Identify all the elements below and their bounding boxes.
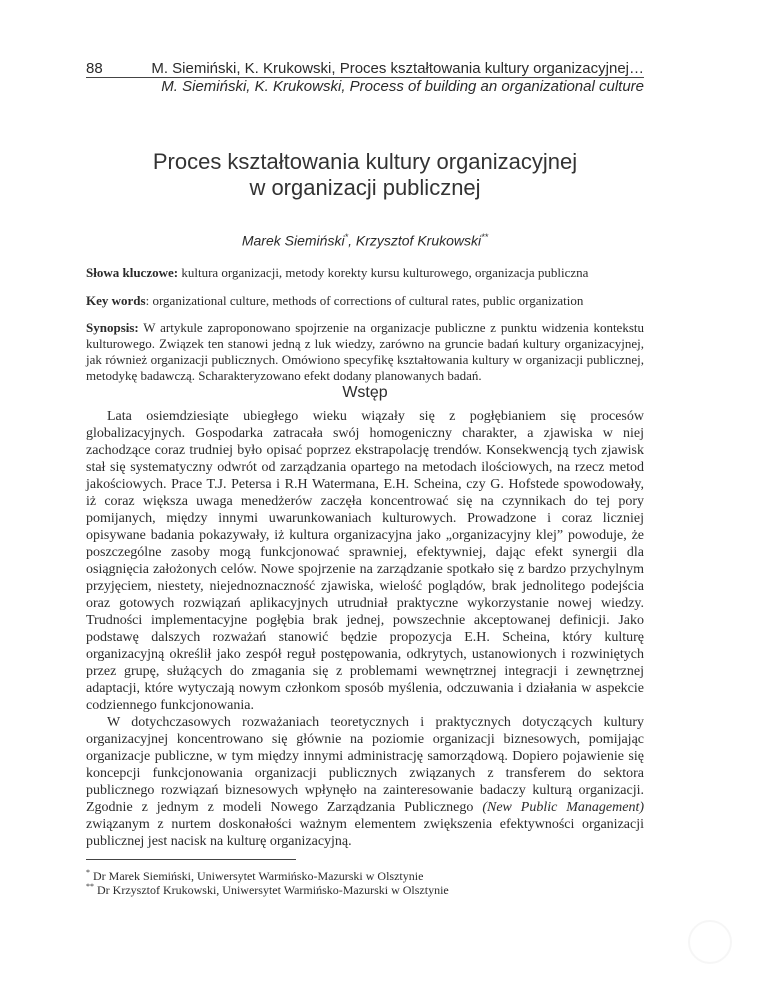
section-heading: Wstęp (342, 384, 388, 401)
paragraph-2-italic: (New Public Management) (482, 800, 644, 815)
keywords-en-label: Key words (86, 293, 146, 308)
footnote-1-mark: * (86, 868, 90, 877)
footnote-rule (86, 859, 296, 860)
paragraph-2-start: W dotychczasowych rozważaniach teoretycznych i praktycznych dotyczących kultury organizacyjnej koncentrowano się głównie na poziomie organizacji biznesowych, pomijając organizacje publiczne, w tym między innymi administrację samorządową. Dopiero pojawienie się koncepcji funkcjonowania organizacji publicznych związanych z transferem do sektora publicznego rozwiązań biznesowych wpłynęło na zainteresowanie badaczy kulturą organizacji. Zgodnie z jednym z modeli Nowego Zarządzania Publicznego (86, 715, 644, 815)
synopsis-label: Synopsis: (86, 320, 139, 335)
keywords-en (86, 293, 644, 309)
paragraph-1: Lata osiemdziesiąte ubiegłego wieku wiązały się z pogłębianiem się procesów globalizacyjnych. Gospodarka zatracała swój homogeniczny charakter, a zjawiska w niej zachodzące coraz trudniej było opisać poprzez ekstrapolację trendów. Konsekwencją tych zjawisk stał się systematyczny odwrót od zarządzania opartego na metodach ilościowych, na rzecz metod jakościowych. Prace T.J. Petersa i R.H Watermana, E.H. Scheina, czy G. Hofstede spowodowały, iż coraz większa uwaga menedżerów zaczęła koncentrować się na czynnikach do tej pory pomijanych, między innymi uwarunkowaniach kulturowych. Prowadzone i coraz liczniej opisywane badania pokazywały, iż kultura organizacyjna jako „organizacyjny klej” powoduje, że poszczególne zasoby mogą funkcjonować sprawniej, efektywniej, dając efekt synergii dla osiągnięcia założonych celów. Nowe spojrzenie na zarządzanie spotkało się z bardzo przychylnym przyjęciem, niestety, niejednoznaczność zjawiska, wielość poglądów, brak jednolitego podejścia oraz gotowych rozwiązań aplikacyjnych utrudniał praktyczne wykorzystanie nowej wiedzy. Trudności implementacyjne pogłębia brak jednej, powszechnie akceptowanej definicji. Jako podstawę dalszych rozważań stanowić będzie propozycja E.H. Scheina, który kulturę organizacyjną określił jako zespół reguł postępowania, odkrytych, ustanowionych i rozwiniętych przez grupę, służących do zmagania się z problemami wewnętrznej integracji i zewnętrznej adaptacji, które wytyczają nowym członkom sposób myślenia, odczuwania i działania w aspekcie codziennego funkcjonowania. (86, 409, 644, 713)
author-1: Marek Siemiński (241, 232, 345, 249)
paragraph-2 (86, 714, 644, 850)
authors (86, 232, 644, 249)
keywords-pl-label: Słowa kluczowe: (86, 265, 179, 280)
article-title (86, 149, 644, 201)
running-header-pl: M. Siemiński, K. Krukowski, Proces kształtowania kultury organizacyjnej… (151, 60, 644, 77)
footnote-2 (86, 880, 644, 897)
author-separator: , (348, 232, 356, 249)
keywords-pl (86, 265, 644, 281)
author-2: Krzysztof Krukowski (355, 232, 482, 249)
article-title-line-2: w organizacji publicznej (249, 175, 481, 200)
article-title-line-1: Proces kształtowania kultury organizacyjnej (152, 149, 578, 174)
author-2-footnote-mark: ** (481, 232, 489, 242)
keywords-en-text: : organizational culture, methods of corrections of cultural rates, public organization (145, 293, 584, 308)
paragraph-2-end: związanym z nurtem doskonałości ważnym elementem zwiększenia efektywności organizacji publicznej jest nacisk na kulturę organizacyjną. (86, 817, 644, 849)
footnote-2-mark: ** (86, 882, 94, 891)
footnote-1-text: Dr Marek Siemiński, Uniwersytet Warmińsko-Mazurski w Olsztynie (90, 869, 424, 883)
author-1-footnote-mark: * (344, 232, 349, 242)
synopsis (86, 320, 644, 384)
synopsis-text: W artykule zaproponowano spojrzenie na organizacje publiczne z punktu widzenia kontekstu kulturowego. Związek ten stanowi jedną z luk wiedzy, zarówno na gruncie badań kultury organizacyjnej, jak również organizacji publicznych. Omówiono specyfikę kształtowania kultury w organizacji publicznej, metodykę badawczą. Scharakteryzowano efekt dodany planowanych badań. (86, 320, 644, 383)
page-number: 88 (86, 60, 103, 77)
footnote-2-text: Dr Krzysztof Krukowski, Uniwersytet Warmińsko-Mazurski w Olsztynie (94, 883, 449, 897)
keywords-pl-text: kultura organizacji, metody korekty kursu kulturowego, organizacja publiczna (178, 265, 589, 280)
watermark-icon (688, 920, 732, 964)
running-header-en: M. Siemiński, K. Krukowski, Process of building an organizational culture (161, 78, 644, 95)
body-text (86, 408, 644, 850)
